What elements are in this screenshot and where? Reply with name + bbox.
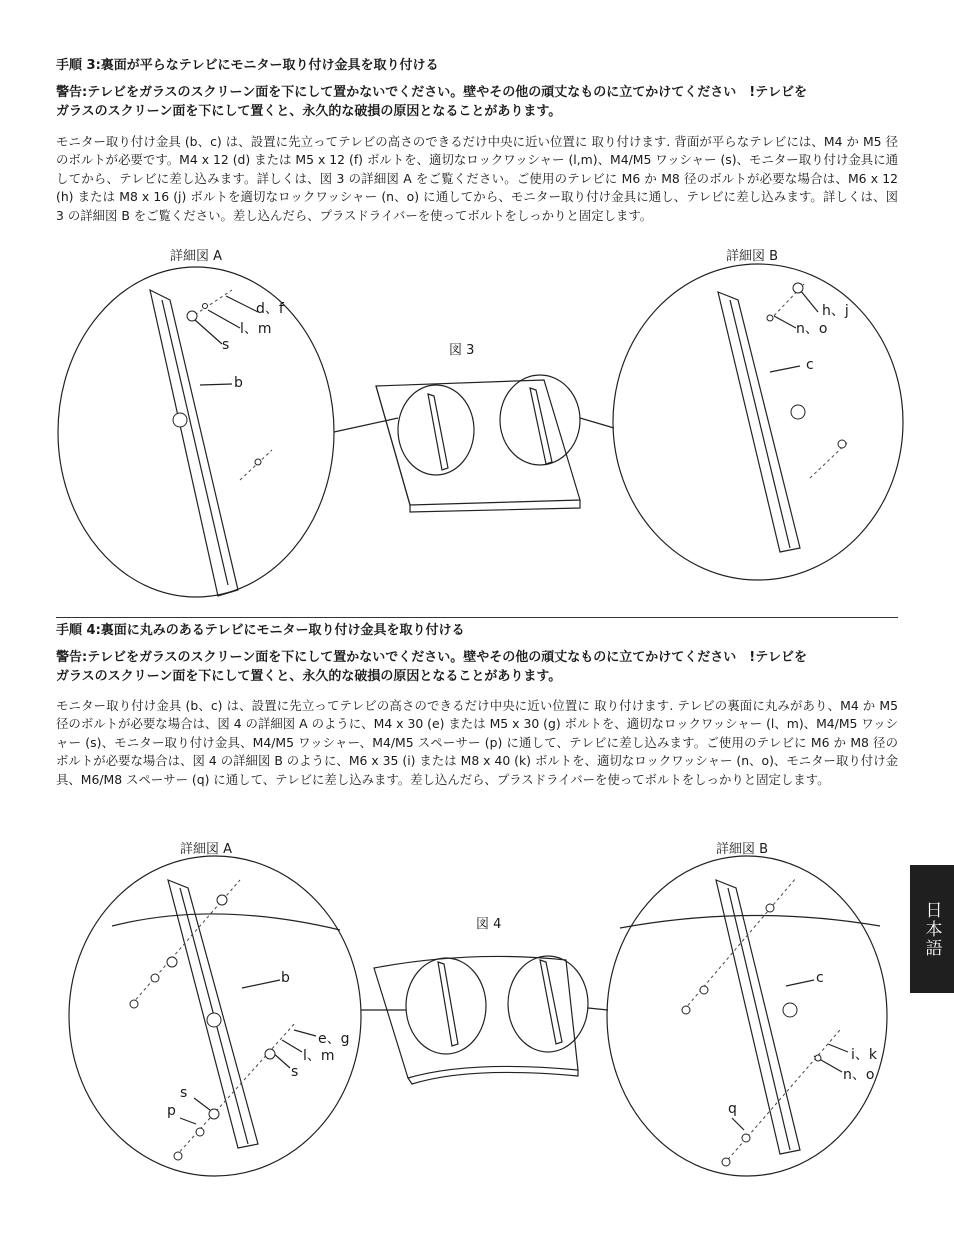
step3-warning-line1: 警告:テレビをガラスのスクリーン面を下にして置かないでください。壁やその他の頑丈なものに立てかけてください !テレビを xyxy=(56,85,807,100)
label-l-m: l、m xyxy=(240,321,272,337)
label-c-4: c xyxy=(816,970,824,986)
step3-heading: 手順 3:裏面が平らなテレビにモニター取り付け金具を取り付ける xyxy=(56,58,439,73)
step3-detail-b-title: 詳細図 B xyxy=(726,249,779,264)
label-l-m-4: l、m xyxy=(303,1048,335,1064)
label-s: s xyxy=(222,337,230,353)
step3-body: モニター取り付け金具 (b、c) は、設置に先立ってテレビの高さのできるだけ中央に近い位置に 取り付けます. 背面が平らなテレビには、M4 か M5 径のボルトが必要です。M4 x 12 (d) または M5 x 12 (f) ボルトを、適切なロックワッシャー (l,m)、M4/M5 ワッシャー (s)、モニター取り付け金具に通してから、テレビに差し込みます。詳しくは、図 3 の詳細図 A をご覧ください。ご使用のテレビに M6 か M8 径のボルトが必要な場合は、M6 x 12 (h) または M8 x 16 (j) ボルトを適切なロックワッシャー (n、o) に通してから、モニター取り付け金具に通し、テレビに差し込みます。詳しくは、図 3 の詳細図 B をご覧ください。差し込んだら、プラスドライバーを使ってボルトをしっかりと固定します。 xyxy=(56,134,898,223)
step4-warning-line2: ガラスのスクリーン面を下にして置くと、永久的な破損の原因となることがあります。 xyxy=(56,669,562,684)
step4-warning-line1: 警告:テレビをガラスのスクリーン面を下にして置かないでください。壁やその他の頑丈なものに立てかけてください !テレビを xyxy=(56,650,807,665)
language-tab-label: 日本語 xyxy=(921,900,942,958)
label-i-k: i、k xyxy=(851,1047,877,1063)
label-e-g: e、g xyxy=(318,1031,350,1047)
step3-detail-a-title: 詳細図 A xyxy=(170,249,223,264)
figure-4-caption: 図 4 xyxy=(476,917,502,932)
detail-b-magnifier-4 xyxy=(607,856,887,1176)
label-n-o-4: n、o xyxy=(843,1067,875,1083)
label-s-4a: s xyxy=(291,1064,299,1080)
label-b: b xyxy=(234,375,243,391)
label-p: p xyxy=(167,1103,176,1119)
language-tab xyxy=(910,865,954,993)
figure-3-caption: 図 3 xyxy=(449,343,475,358)
step4-detail-a-title: 詳細図 A xyxy=(180,842,233,857)
label-s-4b: s xyxy=(180,1085,188,1101)
label-d-f: d、f xyxy=(256,301,284,317)
step4-body: モニター取り付け金具 (b、c) は、設置に先立ってテレビの高さのできるだけ中央に近い位置に 取り付けます. テレビの裏面に丸みがあり、M4 か M5 径のボルトが必要な場合は、図 4 の詳細図 A のように、M4 x 30 (e) または M5 x 30 (g) ボルトを、適切なロックワッシャー (l、m)、M4/M5 ワッシャー (s)、モニター取り付け金具、M4/M5 ワッシャー、M4/M5 スペーサー (p) に通して、テレビに差し込みます。ご使用のテレビに M6 か M8 径のボルトが必要な場合は、図 4 の詳細図 B のように、M6 x 35 (i) または M8 x 40 (k) ボルトを、適切なロックワッシャー (n、o)、モニター取り付け金具、M6/M8 スペーサー (q) に通して、テレビに差し込みます。差し込んだら、プラスドライバーを使ってボルトをしっかりと固定します。 xyxy=(56,698,898,787)
step4-heading: 手順 4:裏面に丸みのあるテレビにモニター取り付け金具を取り付ける xyxy=(56,623,465,638)
step3-warning-line2: ガラスのスクリーン面を下にして置くと、永久的な破損の原因となることがあります。 xyxy=(56,104,562,119)
label-b-4: b xyxy=(281,970,290,986)
label-n-o: n、o xyxy=(796,321,828,337)
label-q: q xyxy=(728,1101,737,1117)
label-h-j: h、j xyxy=(822,303,849,319)
step4-detail-b-title: 詳細図 B xyxy=(716,842,769,857)
label-c: c xyxy=(806,357,814,373)
